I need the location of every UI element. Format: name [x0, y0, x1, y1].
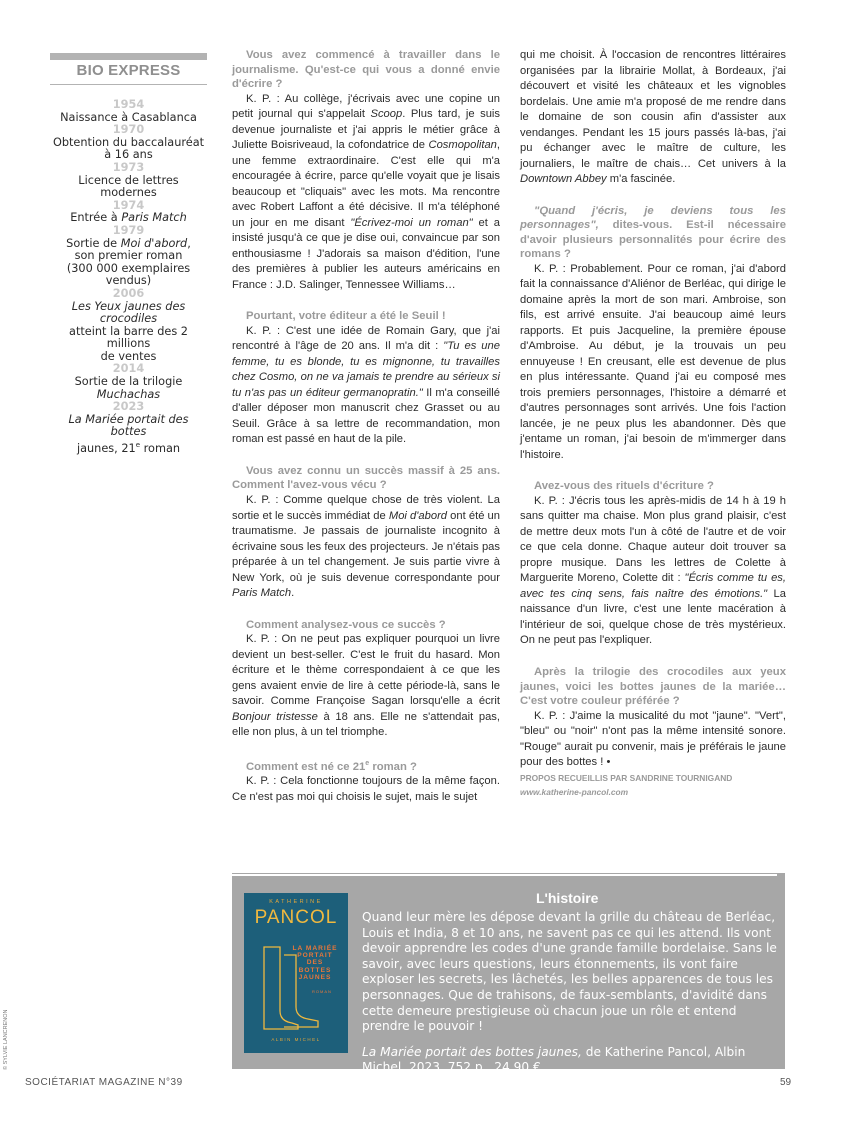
book-cover-author-last: PANCOL [254, 907, 338, 928]
bio-year: 2014 [112, 362, 145, 376]
question-4: Comment analysez-vous ce succès ? [246, 618, 446, 631]
bio-event: Obtention du baccalauréat [52, 135, 205, 149]
book-cover-author-first: KATHERINE [269, 899, 323, 905]
bio-year: 1979 [112, 223, 145, 237]
question-6: "Quand j'écris, je deviens tous les personnages", dites-vous. Est-il nécessaire d'avoir plusieurs personnalités pour écrire des romans ? [520, 204, 786, 261]
magazine-footer: SOCIÉTARIAT MAGAZINE N°39 [25, 1077, 183, 1088]
book-cover-publisher: ALBIN MICHEL [271, 1037, 321, 1042]
bio-year: 2006 [112, 286, 145, 300]
book-cover-title: LA MARIÉE PORTAIT DES BOTTES JAUNES [292, 945, 338, 981]
book-cover [244, 893, 348, 1053]
bio-event: La Mariée portait des bottes [68, 412, 189, 439]
bio-event: de ventes [100, 349, 157, 363]
bio-event: son premier roman [74, 249, 183, 263]
bio-express-title: BIO EXPRESS [76, 62, 181, 79]
interview-column-1 [232, 48, 500, 805]
bio-year: 1970 [112, 123, 145, 137]
interview-credit: PROPOS RECUEILLIS PAR SANDRINE TOURNIGAND www.katherine-pancol.com [520, 771, 786, 799]
bio-event: Les Yeux jaunes des crocodiles [71, 299, 186, 326]
answer-2: K. P. : C'est une idée de Romain Gary, que j'ai rencontré à l'âge de 20 ans. Il m'a dit : "Tu es une femme, tu es blonde, tu es mignonne, tu travailles chez Cosmo, on ne va jamais te prendre au sérieux si tu n'as pas un éditeur germanopratin." Il m'a conseillé d'aller déposer mon manuscrit chez Grasset ou au Seuil. Grâce à sa lettre de recommandation, mon roman est passé en haut de la pile. [232, 324, 500, 446]
bio-event: à 16 ans [104, 148, 153, 162]
story-box-rule [232, 874, 777, 876]
bio-express-rule [50, 84, 207, 85]
question-3: Vous avez connu un succès massif à 25 ans. Comment l'avez-vous vécu ? [232, 464, 500, 492]
question-2: Pourtant, votre éditeur a été le Seuil ! [246, 310, 446, 323]
bio-event: (300 000 exemplaires vendus) [66, 261, 191, 288]
question-8: Après la trilogie des crocodiles aux yeux jaunes, voici les bottes jaunes de la mariée… C'est votre couleur préférée ? [520, 665, 786, 708]
bio-event: Licence de lettres modernes [78, 173, 179, 200]
book-reference: La Mariée portait des bottes jaunes, de Katherine Pancol, Albin Michel, 2023, 752 p., 24,90 €. [362, 1044, 746, 1075]
bio-event: Naissance à Casablanca [60, 110, 197, 124]
page-number: 59 [780, 1077, 792, 1088]
answer-8: K. P. : J'aime la musicalité du mot "jaune". "Vert", "bleu" ou "noir" n'ont pas la même intensité sonore. "Rouge" aurait pu convenir, mais je préférais le jaune pour des bottes ! • [520, 709, 786, 769]
author-website-link[interactable]: www.katherine-pancol.com [520, 786, 629, 797]
bio-express-bar [50, 53, 207, 60]
answer-5-continued: qui me choisit. À l'occasion de rencontres littéraires organisées par la librairie Mollat, à Bordeaux, j'ai découvert et visité les châteaux et les vignobles bordelais. Une amie m'a proposé de me rendre dans le domaine de son cousin afin d'assister aux vendanges. Pendant les 15 jours passés là-bas, j'ai pu échanger avec le maître de culture, les journaliers, le maître de chais… Cet univers à la Downtown Abbey m'a fascinée. [520, 49, 786, 185]
answer-4: K. P. : On ne peut pas expliquer pourquoi un livre devient un best-seller. C'est le fruit du hasard. Mon écriture et le thème correspondaient à ce que les gens avaient envie de lire à cette période-là, sans le savoir. Comme Françoise Sagan lorsqu'elle a écrit Bonjour tristesse à 18 ans. Elle ne s'attendait pas, elle non plus, à un tel triomphe. [232, 633, 501, 739]
bio-year: 1954 [112, 98, 145, 111]
photo-credit: © SYLVIE LANCRENON [3, 1009, 9, 1070]
book-cover-genre: ROMAN [312, 989, 332, 994]
bio-event: atteint la barre des 2 millions [69, 324, 188, 351]
question-1: Vous avez commencé à travailler dans le journalisme. Qu'est-ce qui vous a donné envie d'écrire ? [232, 49, 500, 91]
answer-3: K. P. : Comme quelque chose de très violent. La sortie et le succès immédiat de Moi d'abord ont été un traumatisme. Je passais de journaliste incognito à écrivaine sous les feux des projecteurs. Je n'étais pas préparée à un tel changement. Je suis partie vivre à New York, où je suis devenue correspondante pour Paris Match. [232, 494, 500, 600]
answer-6: K. P. : Probablement. Pour ce roman, j'ai d'abord fait la connaissance d'Aliénor de Berléac, qui dirige le domaine après la mort de son mari. Ambroise, son fils, est arrivé ensuite. J'ai beaucoup aimé leurs rapports. Et puis Jacqueline, la première épouse d'Ambroise. Au début, je la trouvais un peu ennuyeuse ! En creusant, elle est devenue de plus en plus intéressante. Quand j'ai eu composé mes trois premiers personnages, l'histoire a démarré et d'autres personnages sont arrivés. Une fois l'action lancée, je ne peux plus les abandonner. Dès que j'entame un roman, j'ai besoin de m'immerger dans l'histoire. [520, 262, 786, 461]
bio-event: Entrée à Paris Match [70, 211, 187, 225]
answer-1: K. P. : Au collège, j'écrivais avec une copine un petit journal qui s'appelait Scoop. Plus tard, je suis devenue journaliste et j'ai appris le métier grâce à Juliette Boisriveaud, la cofondatrice de Cosmopolitan, une femme extraordinaire. C'est elle qui m'a encouragée à écrire, parce qu'elle voyait que je lisais beaucoup et "cliquais" avec les mots. Ma rencontre avec Robert Laffont a été décisive. Il m'a téléphoné un jour en me disant "Écrivez-moi un roman" et a insisté jusqu'à ce que je dise oui, convaincue par son enthousiasme ! J'adorais sa maison d'édition, l'une des premières à publier les auteurs américains en France : J.D. Salinger, Tennessee Williams… [232, 92, 501, 291]
bio-event: Sortie de la trilogie Muchachas [74, 375, 183, 401]
bio-year: 1973 [112, 160, 145, 174]
interview-column-2 [520, 48, 786, 799]
answer-7: K. P. : J'écris tous les après-midis de 14 h à 19 h sans quitter ma chaise. Mon plus grand plaisir, c'est de mettre deux mots l'un à côté de l'autre et de voir ce que cela donne. Chaque auteur doit trouver sa propre musique. Dans les lettres de Colette à Marguerite Moreno, Colette dit : "Écris comme tu es, avec tes cinq sens, fais naître des émotions." La naissance d'un livre, c'est une lente macération à l'intérieur de soi, quelque chose de très mystérieux. On ne peut pas l'expliquer. [520, 494, 786, 647]
bio-year: 2023 [112, 400, 145, 414]
bio-year: 1974 [112, 198, 145, 212]
bio-event: jaunes, 21e roman [76, 441, 181, 455]
bio-timeline [50, 99, 207, 455]
answer-5: K. P. : Cela fonctionne toujours de la même façon. Ce n'est pas moi qui choisis le sujet, mais le sujet [232, 775, 500, 803]
story-title: L'histoire [536, 890, 599, 906]
question-5: Comment est né ce 21e roman ? [246, 759, 417, 773]
bio-event: Sortie de Moi d'abord, [66, 236, 191, 250]
story-text: Quand leur mère les dépose devant la grille du château de Berléac, Louis et India, 8 et 10 ans, ne savent pas ce qui les attend. Ils vont devoir apprendre les codes d'une grande famille bordelaise. Sans le savoir, avec leurs questions, leurs étonnements, ils vont faire exploser les secrets, les lâchetés, les belles apparences de tous les personnages. Que de trahisons, de faux-semblants, d'avidité dans cette demeure prestigieuse où chacun joue un rôle et entend prendre le pouvoir ! La Mariée portait des bottes jaunes, de Katherine Pancol, Albin Michel, 2023, 752 p., 24,90 €. [362, 910, 782, 1076]
question-7: Avez-vous des rituels d'écriture ? [534, 480, 714, 493]
